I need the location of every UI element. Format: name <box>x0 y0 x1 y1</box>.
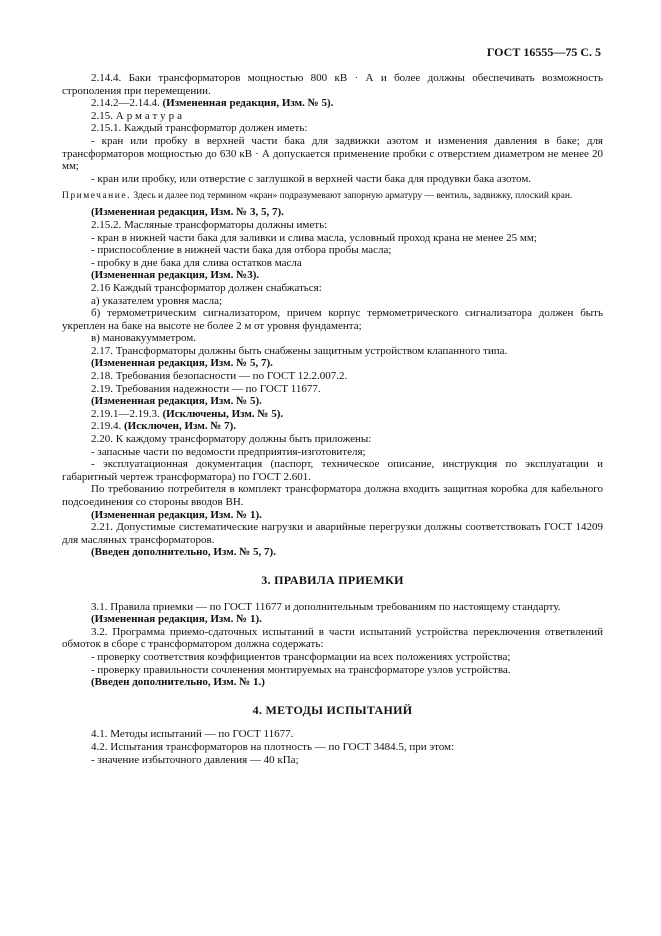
clause-ref: 2.19.1—2.19.3. <box>91 407 160 420</box>
list-item: - значение избыточного давления — 40 кПа; <box>91 753 299 766</box>
list-item: - проверку правильности сочленения монтируемых на трансформаторе узлов устройства. <box>91 663 511 676</box>
paragraph: 2.17. Трансформаторы должны быть снабжены защитным устройством клапанного типа. <box>91 344 508 357</box>
paragraph: 2.20. К каждому трансформатору должны быть приложены: <box>91 433 372 446</box>
paragraph: 4.1. Методы испытаний — по ГОСТ 11677. <box>91 728 294 741</box>
section-title-3: 3. ПРАВИЛА ПРИЕМКИ <box>261 572 404 587</box>
paragraph: 2.16 Каждый трансформатор должен снабжаться: <box>91 281 322 294</box>
list-item: - приспособление в нижней части бака для отбора пробы масла; <box>91 244 392 257</box>
list-item: - кран или пробку, или отверстие с заглушкой в верхней части бака для продувки бака азотом. <box>91 172 532 185</box>
list-item: а) указателем уровня масла; <box>91 294 223 307</box>
list-item: - пробку в дне бака для слива остатков масла <box>91 256 302 269</box>
note-text: Здесь и далее под термином «кран» подразумевают запорную арматуру — вентиль, задвижку, плоский кран. <box>133 191 573 202</box>
list-item: б) термометрическим сигнализатором, причем корпус термометрического сигнализатора должен быть укреплен на баке на высоте не более 2 м от уровня фундамента; <box>62 307 603 332</box>
clause-title-line <box>62 110 603 123</box>
paragraph: 2.15.2. Масляные трансформаторы должны иметь: <box>91 218 328 231</box>
page-header: ГОСТ 16555—75 С. 5 <box>486 45 601 59</box>
amendment-note: (Исключены, Изм. № 5). <box>162 407 284 420</box>
amendment-note: (Введен дополнительно, Изм. № 5, 7). <box>91 546 276 559</box>
paragraph: 2.15.1. Каждый трансформатор должен иметь: <box>91 122 308 135</box>
list-item: - кран в нижней части бака для заливки и слива масла, условный проход крана не менее 25 мм; <box>91 231 537 244</box>
document-body <box>62 72 603 766</box>
list-item: - проверку соответствия коэффициентов трансформации на всех положениях устройства; <box>91 650 511 663</box>
paragraph: 4.2. Испытания трансформаторов на плотность — по ГОСТ 3484.5, при этом: <box>91 740 455 753</box>
amendment-note: (Измененная редакция, Изм. № 3, 5, 7). <box>91 206 284 219</box>
paragraph: 3.2. Программа приемо-сдаточных испытаний в части испытаний устройства переключения ответвлений обмоток в сборе с трансформатором должна содержать: <box>62 625 603 651</box>
paragraph: 2.18. Требования безопасности — по ГОСТ 12.2.007.2. <box>91 370 348 383</box>
amendment-note: (Измененная редакция, Изм. № 5). <box>162 97 334 110</box>
clause-title: Арматура <box>115 109 186 122</box>
clause-ref: 2.14.2—2.14.4. <box>91 97 160 110</box>
amendment-note: (Введен дополнительно, Изм. № 1.) <box>91 676 265 689</box>
clause-number: 2.15. <box>91 109 113 122</box>
amendment-note: (Измененная редакция, Изм. № 1). <box>91 508 262 521</box>
clause-ref: 2.19.4. <box>91 420 122 433</box>
amendment-line <box>62 420 603 433</box>
list-item: - кран или пробку в верхней части бака для задвижки азотом и изменения давления в баке; для трансформаторов мощностью до 630 кВ · А допускается применение пробки с отверстием диаметром не менее 20 мм; <box>62 134 603 173</box>
amendment-note: (Измененная редакция, Изм. № 5). <box>91 395 262 408</box>
paragraph: 3.1. Правила приемки — по ГОСТ 11677 и дополнительным требованиям по настоящему стандарту. <box>91 600 561 613</box>
paragraph-2-14-4: 2.14.4. Баки трансформаторов мощностью 800 кВ · А и более должны обеспечивать возможность строполения при перемещении. <box>62 72 603 97</box>
paragraph: 2.21. Допустимые систематические нагрузки и аварийные перегрузки должны соответствовать ГОСТ 14209 для масляных трансформаторов. <box>62 521 603 546</box>
note <box>62 190 603 202</box>
amendment-line <box>62 408 603 421</box>
paragraph: 2.19. Требования надежности — по ГОСТ 11677. <box>91 382 321 395</box>
paragraph: По требованию потребителя в комплект трансформатора должна входить защитная коробка для кабельного подсоединения со стороны вводов ВН. <box>62 483 603 508</box>
amendment-note: (Измененная редакция, Изм. № 1). <box>91 613 262 626</box>
list-item: - запасные части по ведомости предприятия-изготовителя; <box>91 445 366 458</box>
amendment-note: (Исключен, Изм. № 7). <box>124 420 237 433</box>
amendment-line <box>62 97 603 110</box>
section-title-4: 4. МЕТОДЫ ИСПЫТАНИЙ <box>252 702 413 717</box>
amendment-note: (Измененная редакция, Изм. № 5, 7). <box>91 357 273 370</box>
list-item: - эксплуатационная документация (паспорт, техническое описание, инструкция по эксплуатации и габаритный чертеж трансформатора) по ГОСТ 2.601. <box>62 458 603 483</box>
amendment-note: (Измененная редакция, Изм. №3). <box>91 269 260 282</box>
note-label: Примечание. <box>62 191 131 202</box>
list-item: в) мановакуумметром. <box>91 332 196 345</box>
